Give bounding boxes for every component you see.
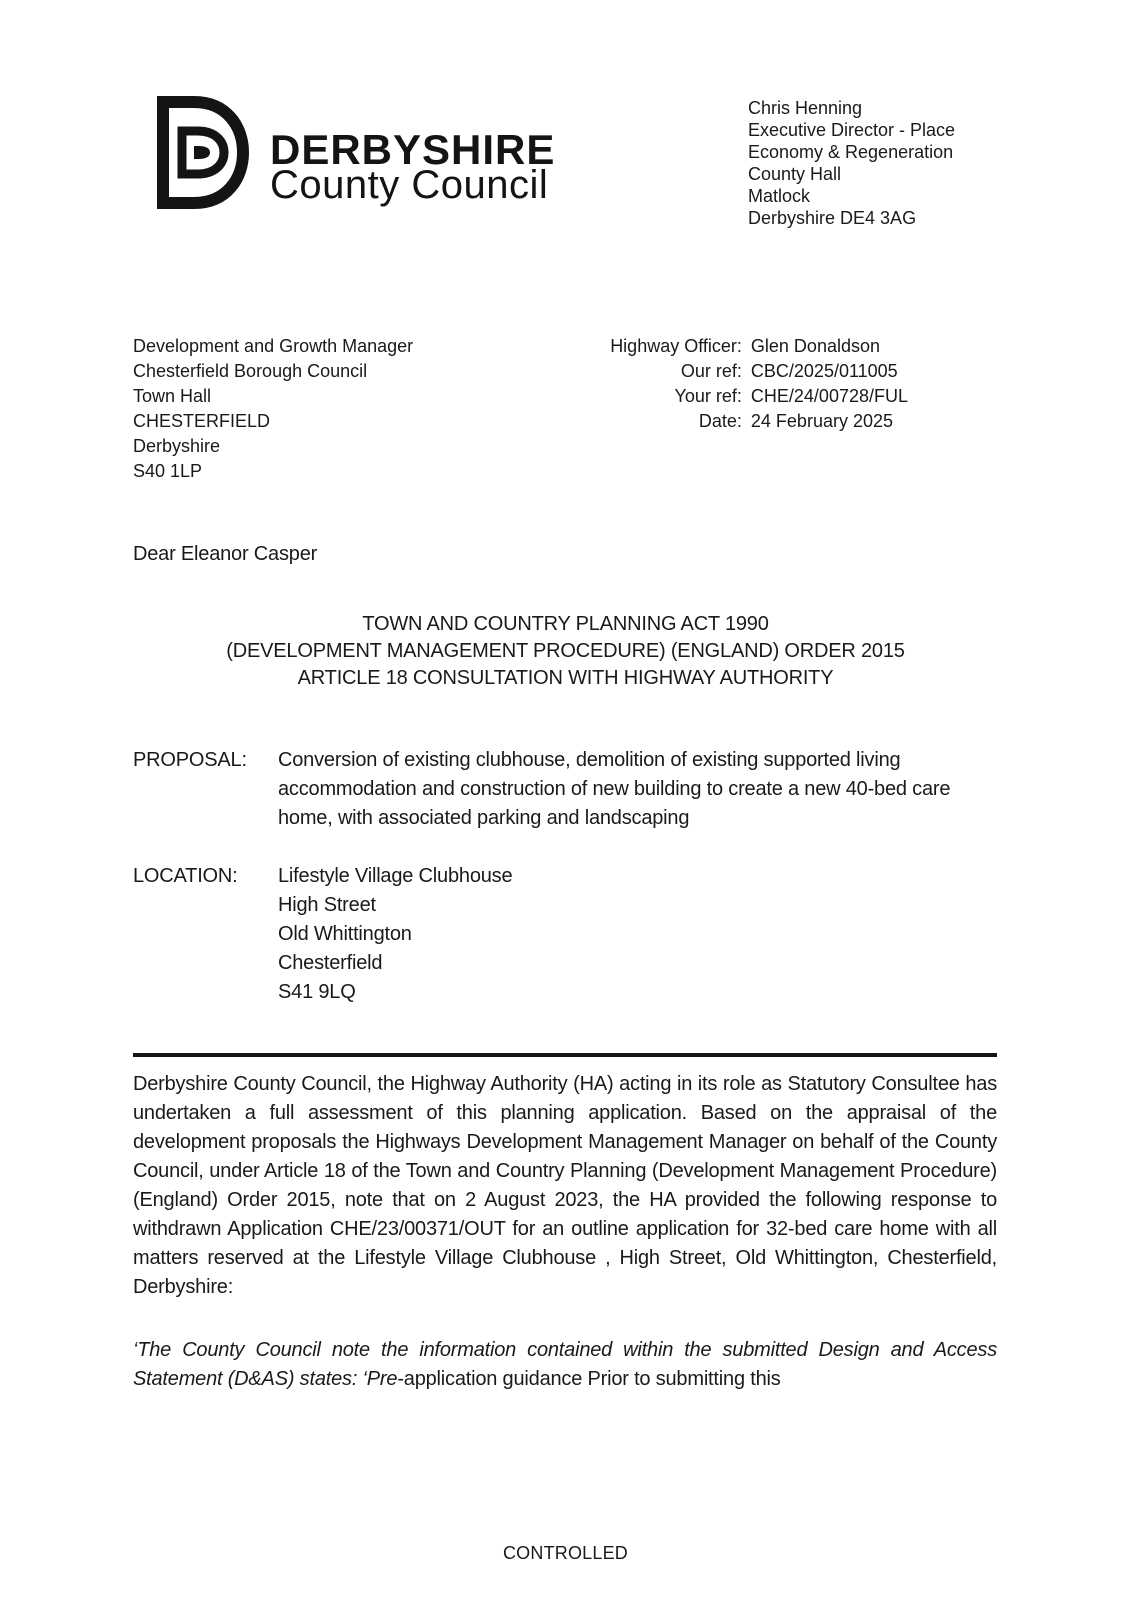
contact-line: County Hall	[748, 164, 842, 184]
salutation: Dear Eleanor Casper	[133, 543, 318, 565]
proposal-section	[0, 746, 1131, 833]
recipient-line: CHESTERFIELD	[133, 411, 271, 431]
recipient-address-block	[133, 334, 413, 484]
location-line: Old Whittington	[278, 923, 412, 945]
heading-line: (DEVELOPMENT MANAGEMENT PROCEDURE) (ENGLAND) ORDER 2015	[226, 640, 905, 662]
quoted-response-paragraph	[0, 1336, 1131, 1394]
ref-label: Our ref:	[680, 361, 742, 381]
location-line: Chesterfield	[278, 952, 383, 974]
logo-name: DERBYSHIRE	[270, 126, 556, 173]
location-section	[0, 862, 1131, 1007]
reference-block	[587, 334, 908, 484]
contact-line: Derbyshire DE4 3AG	[748, 208, 917, 228]
recipient-line: S40 1LP	[133, 461, 203, 481]
controlled-footer-label: CONTROLLED	[502, 1543, 629, 1563]
dcc-double-d-icon	[150, 95, 250, 210]
ref-value: 24 February 2025	[750, 411, 893, 431]
ref-value: CHE/24/00728/FUL	[750, 386, 908, 406]
proposal-text: Conversion of existing clubhouse, demolition of existing supported living accommodation and construction of new building to create a new 40-bed care home, with associated parking and landscaping	[278, 749, 951, 829]
logo-subname: County Council	[270, 163, 549, 207]
contact-line: Economy & Regeneration	[748, 142, 954, 162]
recipient-line: Development and Growth Manager	[133, 336, 414, 356]
address-row	[0, 334, 1131, 484]
ref-value: CBC/2025/011005	[750, 361, 898, 381]
letter-header	[0, 0, 1131, 229]
letter-heading	[0, 611, 1131, 692]
contact-line: Chris Henning	[748, 98, 863, 118]
quote-regular-text: -application guidance Prior to submitting this	[397, 1368, 781, 1390]
contact-line: Executive Director - Place	[748, 120, 956, 140]
location-address	[278, 862, 997, 1007]
section-divider	[133, 1053, 997, 1057]
ref-label: Date:	[698, 411, 742, 431]
heading-line: TOWN AND COUNTRY PLANNING ACT 1990	[362, 613, 769, 635]
sender-contact-block	[748, 97, 981, 229]
location-line: High Street	[278, 894, 376, 916]
ref-value: Glen Donaldson	[750, 336, 880, 356]
recipient-line: Derbyshire	[133, 436, 221, 456]
proposal-label: PROPOSAL:	[133, 749, 247, 771]
derbyshire-county-council-logo	[150, 95, 555, 210]
ref-label: Highway Officer:	[610, 336, 742, 356]
heading-line: ARTICLE 18 CONSULTATION WITH HIGHWAY AUTHORITY	[297, 667, 834, 689]
ref-label: Your ref:	[674, 386, 742, 406]
recipient-line: Town Hall	[133, 386, 212, 406]
body-paragraph: Derbyshire County Council, the Highway Authority (HA) acting in its role as Statutory Consultee has undertaken a full assessment of this planning application. Based on the appraisal of the development proposals the Highways Development Management Manager on behalf of the County Council, under Article 18 of the Town and Country Planning (Development Management Procedure) (England) Order 2015, note that on 2 August 2023, the HA provided the following response to withdrawn Application CHE/23/00371/OUT for an outline application for 32-bed care home with all matters reserved at the Lifestyle Village Clubhouse , High Street, Old Whittington, Chesterfield, Derbyshire:	[133, 1073, 997, 1298]
location-line: Lifestyle Village Clubhouse	[278, 865, 513, 887]
location-label: LOCATION:	[133, 865, 238, 887]
contact-line: Matlock	[748, 186, 811, 206]
location-line: S41 9LQ	[278, 981, 356, 1003]
recipient-line: Chesterfield Borough Council	[133, 361, 368, 381]
quote-italic-text: ‘The County Council note the information contained within the submitted Design and Access Statement (D&AS) states: ‘Pre	[133, 1339, 997, 1390]
logo-wordmark	[270, 126, 556, 207]
